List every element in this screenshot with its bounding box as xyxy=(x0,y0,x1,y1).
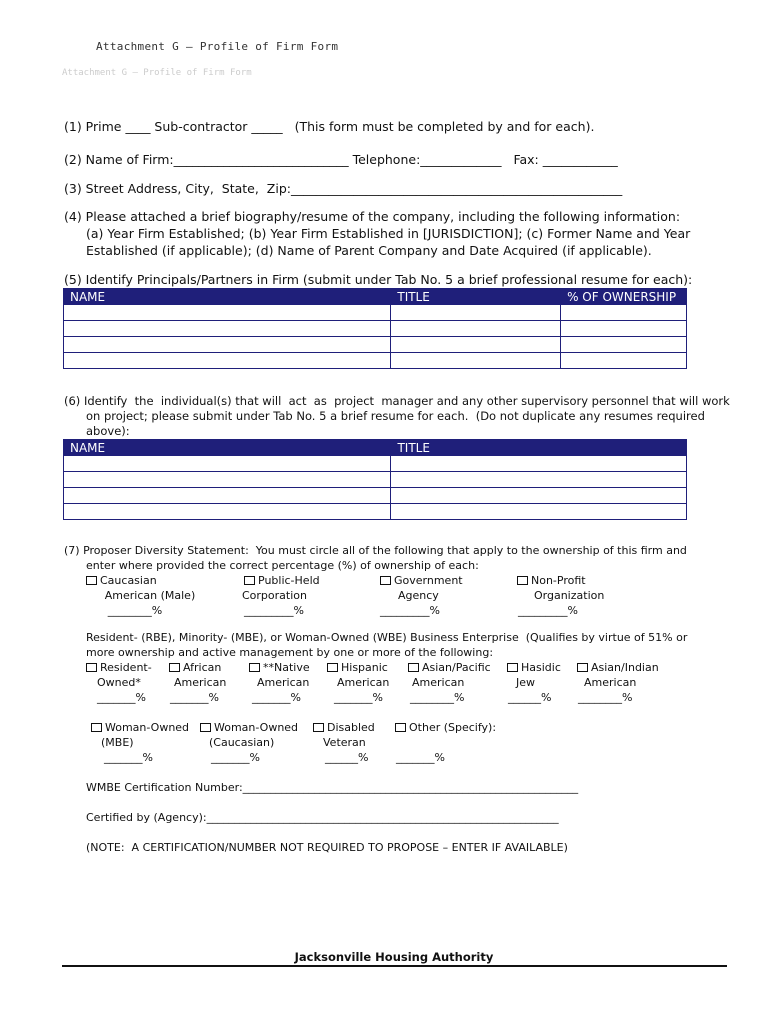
table-row[interactable] xyxy=(64,305,687,321)
percent-field[interactable]: _______% xyxy=(334,691,383,704)
option-government-agency[interactable]: Government xyxy=(380,574,463,587)
form-title: Attachment G – Profile of Firm Form xyxy=(96,40,339,53)
option-other-specify[interactable]: Other (Specify): xyxy=(395,721,496,734)
option-label-line2: Owned* xyxy=(97,676,141,689)
checkbox-icon[interactable] xyxy=(200,723,211,732)
certification-note: (NOTE: A CERTIFICATION/NUMBER NOT REQUIRED TO PROPOSE – ENTER IF AVAILABLE) xyxy=(86,841,568,854)
option-label-line2: Jew xyxy=(516,676,536,689)
option-label-line2: American (Male) xyxy=(104,589,196,602)
checkbox-icon[interactable] xyxy=(408,663,419,672)
percent-field[interactable]: ______% xyxy=(508,691,552,704)
wmbe-certification-number-field[interactable]: WMBE Certification Number:_____________________________________________________________ xyxy=(86,781,579,794)
percent-field[interactable]: _________% xyxy=(380,604,440,617)
option-asian-pacific-american[interactable]: Asian/Pacific xyxy=(408,661,491,674)
percent-field[interactable]: _______% xyxy=(104,751,153,764)
checkbox-icon[interactable] xyxy=(380,576,391,585)
table-row[interactable] xyxy=(64,472,687,488)
checkbox-icon[interactable] xyxy=(313,723,324,732)
option-woman-owned-mbe[interactable]: Woman-Owned xyxy=(91,721,189,734)
question-6-line1: (6) Identify the individual(s) that will act as project manager and any other supervisory personnel that will work xyxy=(64,394,730,408)
percent-field[interactable]: _________% xyxy=(518,604,578,617)
question-4-line2: (a) Year Firm Established; (b) Year Firm Established in [JURISDICTION]; (c) Former Name and Year xyxy=(86,226,691,241)
question-2-firm-name: (2) Name of Firm:____________________________ Telephone:_____________ Fax: ____________ xyxy=(64,152,618,167)
table-row[interactable] xyxy=(64,504,687,520)
resident-text-line2: more ownership and active management by one or more of the following: xyxy=(86,646,494,659)
option-label-line2: (Caucasian) xyxy=(209,736,275,749)
checkbox-icon[interactable] xyxy=(517,576,528,585)
question-7-line1: (7) Proposer Diversity Statement: You must circle all of the following that apply to the ownership of this firm and xyxy=(64,544,687,557)
managers-header-title: TITLE xyxy=(391,440,687,456)
footer-organization: Jacksonville Housing Authority xyxy=(294,950,494,964)
question-4-line3: Established (if applicable); (d) Name of Parent Company and Date Acquired (if applicable). xyxy=(86,243,652,258)
principals-table xyxy=(63,288,687,369)
checkbox-icon[interactable] xyxy=(395,723,406,732)
percent-field[interactable]: _______% xyxy=(170,691,219,704)
principals-header-title: TITLE xyxy=(391,289,561,305)
option-label-line2: Corporation xyxy=(242,589,307,602)
option-non-profit-organization[interactable]: Non-Profit xyxy=(517,574,586,587)
percent-field[interactable]: _______% xyxy=(396,751,445,764)
option-caucasian-american[interactable]: Caucasian xyxy=(86,574,157,587)
option-label-line2: (MBE) xyxy=(101,736,134,749)
option-label-line2: American xyxy=(337,676,390,689)
table-row[interactable] xyxy=(64,337,687,353)
checkbox-icon[interactable] xyxy=(577,663,588,672)
checkbox-icon[interactable] xyxy=(86,576,97,585)
percent-field[interactable]: ________% xyxy=(107,604,163,617)
percent-field[interactable]: ______% xyxy=(325,751,369,764)
percent-field[interactable]: _______% xyxy=(97,691,146,704)
checkbox-icon[interactable] xyxy=(327,663,338,672)
option-label-line2: American xyxy=(174,676,227,689)
percent-field[interactable]: _________% xyxy=(244,604,304,617)
option-native-american[interactable]: **Native xyxy=(249,661,310,674)
checkbox-icon[interactable] xyxy=(91,723,102,732)
question-1-prime-sub: (1) Prime ____ Sub-contractor _____ (This form must be completed by and for each). xyxy=(64,119,595,134)
checkbox-icon[interactable] xyxy=(244,576,255,585)
option-asian-indian-american[interactable]: Asian/Indian xyxy=(577,661,659,674)
question-5-text: (5) Identify Principals/Partners in Firm (submit under Tab No. 5 a brief professional resume for each): xyxy=(64,272,693,287)
option-woman-owned-caucasian[interactable]: Woman-Owned xyxy=(200,721,298,734)
question-6-line3: above): xyxy=(86,424,130,438)
resident-text-line1: Resident- (RBE), Minority- (MBE), or Woman-Owned (WBE) Business Enterprise (Qualifies by virtue of 51% or xyxy=(86,631,688,644)
option-label-line2: American xyxy=(412,676,465,689)
footer-rule xyxy=(62,965,727,967)
checkbox-icon[interactable] xyxy=(169,663,180,672)
question-7-line2: enter where provided the correct percentage (%) of ownership of each: xyxy=(86,559,479,572)
question-6-line2: on project; please submit under Tab No. 5 a brief resume for each. (Do not duplicate any resumes required xyxy=(86,409,705,423)
checkbox-icon[interactable] xyxy=(507,663,518,672)
certified-by-agency-field[interactable]: Certified by (Agency):________________________________________________________________ xyxy=(86,811,559,824)
percent-field[interactable]: _______% xyxy=(211,751,260,764)
table-row[interactable] xyxy=(64,321,687,337)
percent-field[interactable]: ________% xyxy=(410,691,465,704)
option-hispanic-american[interactable]: Hispanic xyxy=(327,661,388,674)
checkbox-icon[interactable] xyxy=(249,663,260,672)
table-row[interactable] xyxy=(64,353,687,369)
percent-field[interactable]: _______% xyxy=(252,691,301,704)
option-label-line2: Veteran xyxy=(323,736,366,749)
option-resident-owned[interactable]: Resident- xyxy=(86,661,152,674)
option-african-american[interactable]: African xyxy=(169,661,221,674)
question-3-address: (3) Street Address, City, State, Zip:_____________________________________________________ xyxy=(64,181,623,196)
principals-header-ownership: % OF OWNERSHIP xyxy=(561,289,687,305)
option-label-line2: Organization xyxy=(534,589,605,602)
option-label-line2: American xyxy=(257,676,310,689)
project-managers-table xyxy=(63,439,687,520)
option-disabled-veteran[interactable]: Disabled xyxy=(313,721,375,734)
table-row[interactable] xyxy=(64,488,687,504)
checkbox-icon[interactable] xyxy=(86,663,97,672)
principals-header-name: NAME xyxy=(64,289,391,305)
option-public-held-corporation[interactable]: Public-Held xyxy=(244,574,320,587)
managers-header-name: NAME xyxy=(64,440,391,456)
percent-field[interactable]: ________% xyxy=(578,691,633,704)
option-label-line2: American xyxy=(584,676,637,689)
option-label-line2: Agency xyxy=(398,589,439,602)
ghost-title: Attachment G – Profile of Firm Form xyxy=(62,68,252,78)
option-hasidic-jew[interactable]: Hasidic xyxy=(507,661,561,674)
table-row[interactable] xyxy=(64,456,687,472)
question-4-line1: (4) Please attached a brief biography/resume of the company, including the following information: xyxy=(64,209,681,224)
